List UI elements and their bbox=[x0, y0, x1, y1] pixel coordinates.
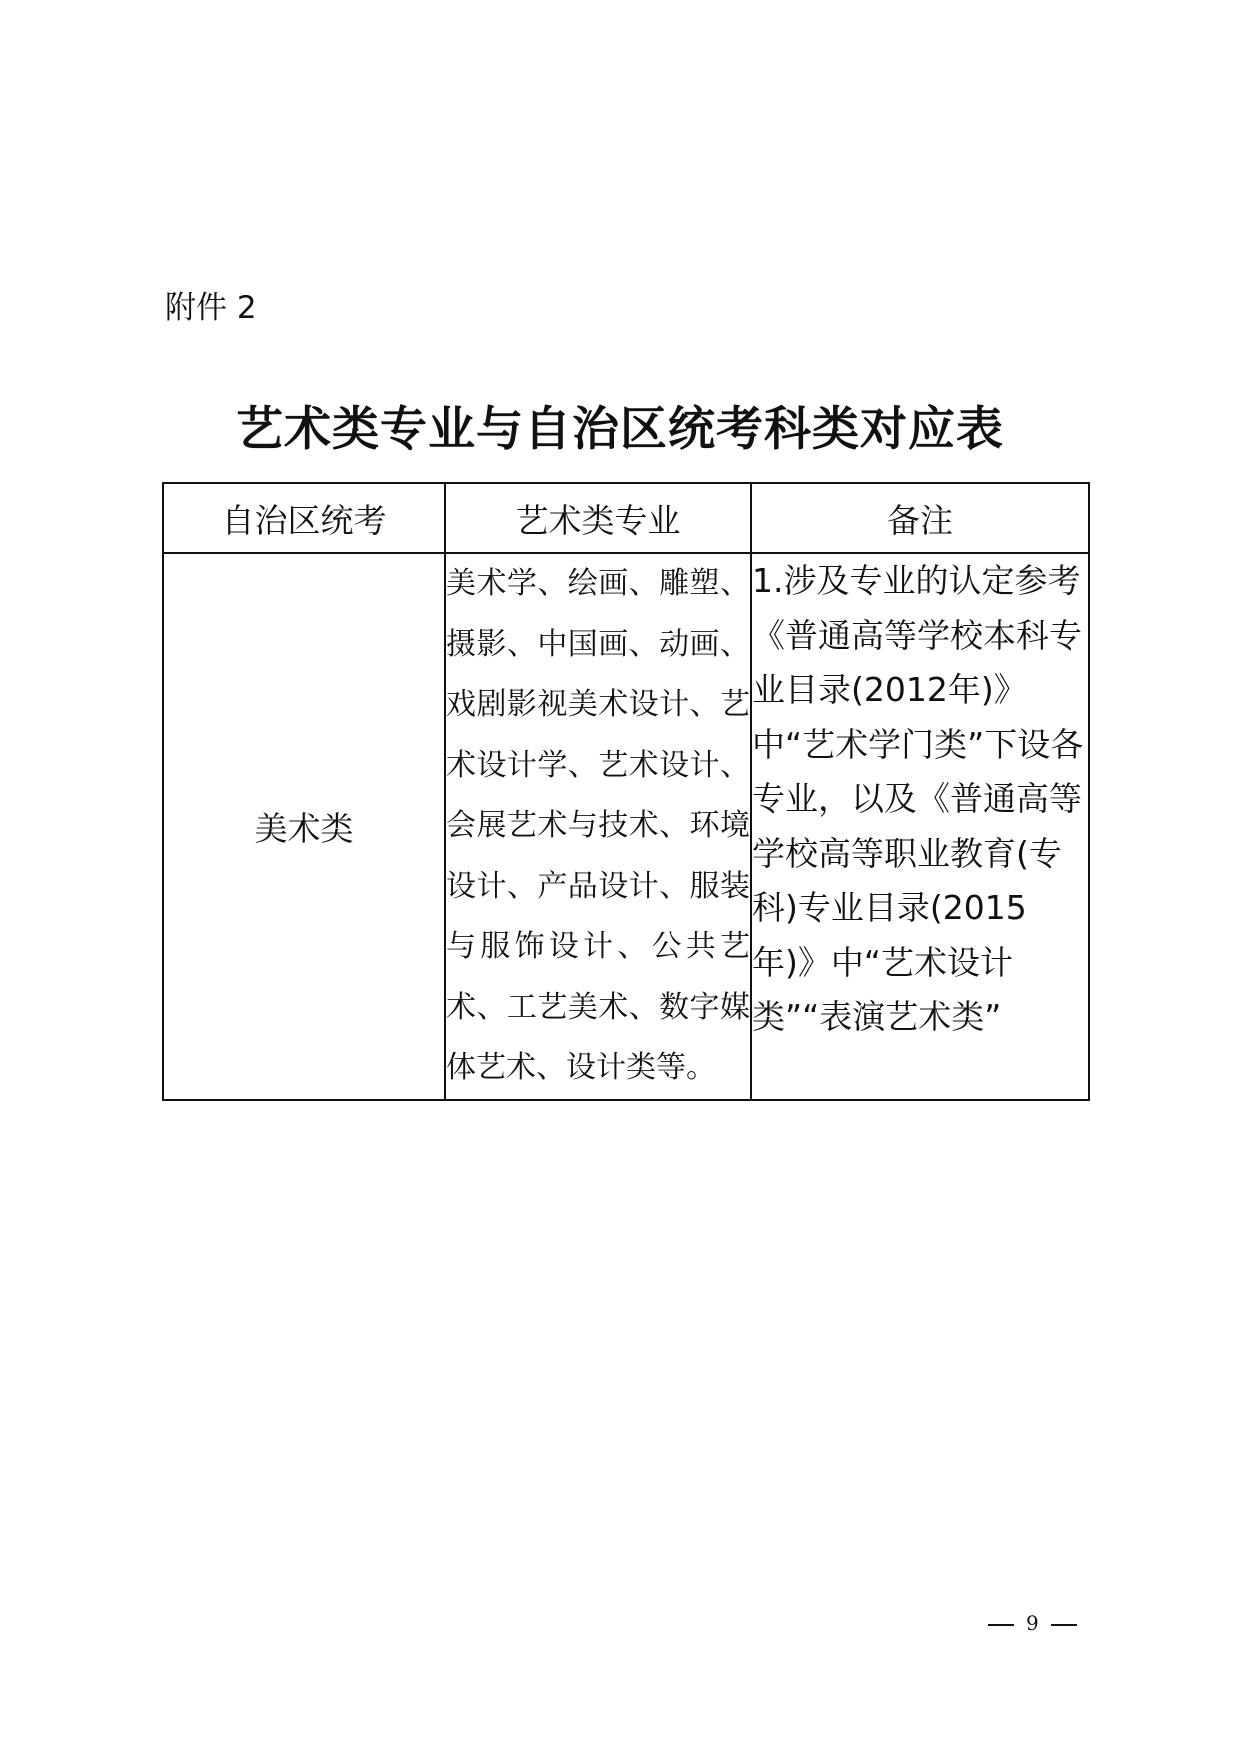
cell-remarks: 1.涉及专业的认定参考《普通高等学校本科专业目录(2012年)》中“艺术学门类”下设各专业，以及《普通高等学校高等职业教育(专科)专业目录(2015年)》中“艺术设计类”“表演艺术类” bbox=[751, 553, 1089, 1100]
header-remarks: 备注 bbox=[751, 483, 1089, 553]
page-title: 艺术类专业与自治区统考科类对应表 bbox=[236, 402, 1004, 457]
cell-exam-category: 美术类 bbox=[163, 553, 445, 1100]
mapping-table bbox=[162, 482, 1090, 1101]
header-art-majors: 艺术类专业 bbox=[445, 483, 751, 553]
page-number-dash-left bbox=[988, 1624, 1014, 1626]
page-number-value: 9 bbox=[1026, 1611, 1039, 1635]
table-row bbox=[163, 553, 1089, 1100]
table-header-row bbox=[163, 483, 1089, 553]
page-number bbox=[988, 1608, 1077, 1638]
cell-majors: 美术学、绘画、雕塑、摄影、中国画、动画、戏剧影视美术设计、艺术设计学、艺术设计、会展艺术与技术、环境设计、产品设计、服装与服饰设计、公共艺术、工艺美术、数字媒体艺术、设计类等。 bbox=[445, 553, 751, 1100]
header-exam-category: 自治区统考 bbox=[163, 483, 445, 553]
page-number-dash-right bbox=[1051, 1624, 1077, 1626]
attachment-label: 附件 2 bbox=[165, 290, 257, 326]
